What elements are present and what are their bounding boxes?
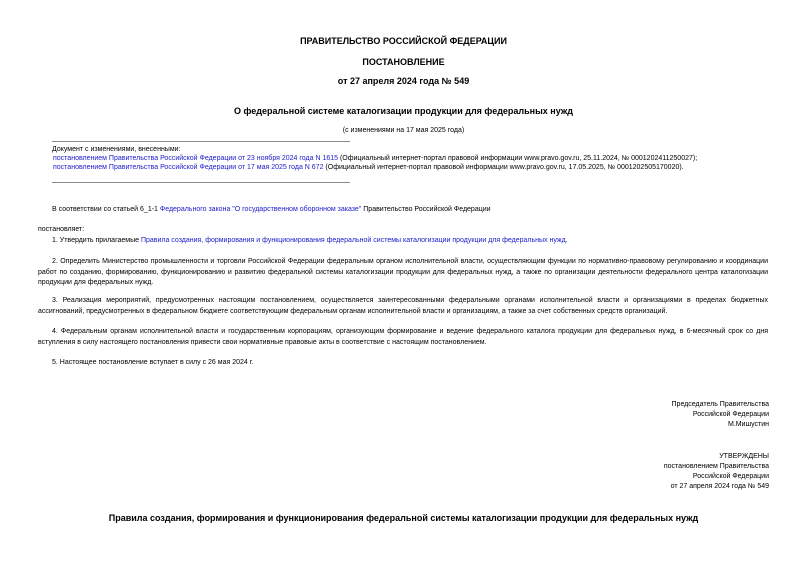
approval-line: постановлением Правительства [663,463,769,470]
change-item [52,154,772,163]
approval-heading: УТВЕРЖДЕНЫ [719,453,769,460]
changes-bottom-rule [52,182,350,183]
change-item [52,163,772,172]
paragraph-3: 3. Реализация мероприятий, предусмотренных настоящим постановлением, осуществляется заинтересованными федеральными органами исполнительной власти и организациями в пределах бюджетных ассигнований, предусмотренных в федеральном бюджете соответствующим федеральным органам исполнительной власти и организациям, а также за счет собственных средств организаций. [38,297,768,315]
rules-link[interactable]: Правила создания, формирования и функционирования федеральной системы каталогизации продукции для федеральных нужд [140,237,566,244]
changes-intro: Документ с изменениями, внесенными: [52,146,181,153]
signature-country: Российской Федерации [692,411,769,418]
paragraph-text: 1. Утвердить прилагаемые [52,237,141,244]
change-details: (Официальный интернет-портал правовой информации www.pravo.gov.ru, 25.11.2024, № 0001202411250027); [338,155,698,162]
paragraph-5: 5. Настоящее постановление вступает в силу с 26 мая 2024 г. [52,359,254,366]
paragraph-1 [52,236,568,245]
document-title: О федеральной системе каталогизации продукции для федеральных нужд [234,106,573,116]
signature-name: М.Мишустин [727,421,769,428]
decrees-label: постановляет: [38,226,85,233]
signature-block [672,400,769,430]
amended-note: (с изменениями на 17 мая 2025 года) [342,127,465,134]
changes-top-rule [52,141,350,142]
approval-block [664,452,769,492]
approval-date: от 27 апреля 2024 года № 549 [670,483,769,490]
rules-title: Правила создания, формирования и функционирования федеральной системы каталогизации продукции для федеральных нужд [108,513,699,523]
preamble-text: В соответствии со статьей 6_1-1 [52,206,160,213]
changes-block [52,145,772,172]
org-heading: ПРАВИТЕЛЬСТВО РОССИЙСКОЙ ФЕДЕРАЦИИ [300,36,507,46]
doc-type-heading: ПОСТАНОВЛЕНИЕ [362,57,445,67]
preamble-text: Правительство Российской Федерации [361,206,491,213]
preamble [52,205,491,214]
paragraph-2: 2. Определить Министерство промышленности и торговли Российской Федерации федеральным органом исполнительной власти, осуществляющим функции по нормативно-правовому регулированию и координации работ по созданию, формированию, функционированию и развитию федеральной системы каталогизации продукции для федеральных нужд, а также по организации деятельности федерального центра каталогизации продукции для федеральных нужд. [38,258,768,286]
change-link-672[interactable]: постановлением Правительства Российской Федерации от 17 мая 2025 года N 672 [53,164,324,171]
federal-law-link[interactable]: Федерального закона "О государственном оборонном заказе" [159,206,362,213]
signature-position: Председатель Правительства [671,401,769,408]
change-details: (Официальный интернет-портал правовой информации www.pravo.gov.ru, 17.05.2025, № 0001202505170020). [323,164,684,171]
paragraph-4: 4. Федеральным органам исполнительной власти и государственным корпорациям, организующим формирование и ведение федерального каталога продукции для федеральных нужд, в 6-месячный срок со дня вступления в силу настоящего постановления привести свои нормативные правовые акты в соответствие с настоящим постановлением. [38,328,768,346]
approval-line: Российской Федерации [692,473,769,480]
paragraph-text: . [565,237,568,244]
date-number: от 27 апреля 2024 года № 549 [337,76,470,86]
change-link-1615[interactable]: постановлением Правительства Российской Федерации от 23 ноября 2024 года N 1615 [53,155,339,162]
